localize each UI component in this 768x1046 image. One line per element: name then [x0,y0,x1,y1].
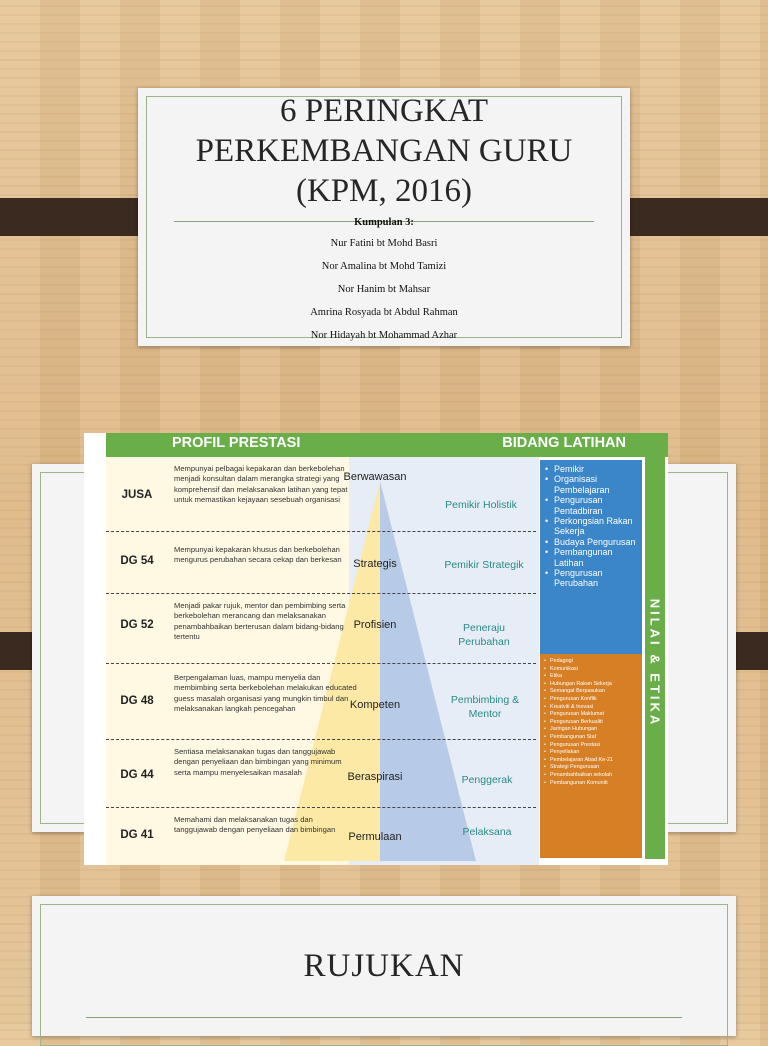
training-item: • Kreatviti & Inovasi [540,704,642,712]
wood-bar-right-top [613,198,768,236]
level-label: Berwawasan [343,471,407,483]
member-list [138,214,630,347]
row-divider [106,593,536,594]
header-profil-prestasi: PROFIL PRESTASI [172,435,301,451]
row-divider [106,531,536,532]
grade-label: DG 41 [120,829,154,841]
title-line: PERKEMBANGAN GURU [195,133,573,169]
grade-row-dg44 [106,741,536,807]
grade-row-dg48 [106,665,536,739]
grade-description: Mempunyai kepakaran khusus dan berkebolehan mengurus perubahan secara cekap dan berkesan [174,545,342,565]
group-label: Kumpulan 3: [354,217,414,228]
training-item: • Pemikir [540,464,642,474]
title-line: 6 PERINGKAT [279,93,489,129]
member-name: Amrina Rosyada bt Abdul Rahman [310,307,458,318]
training-item: • Jaringan Hubungan [540,726,642,734]
title-line: (KPM, 2016) [295,173,472,209]
training-item: • Etika [540,673,642,681]
training-item: • Pembelajaran Abad Ke-21 [540,757,642,765]
grade-description: Memahami dan melaksanakan tugas dan tanggujawab dengan penyeliaan dan bimbingan [174,815,336,835]
slide-title [138,91,630,211]
values-side-text: NILAI & ETIKA [647,598,663,728]
title-divider [86,1017,682,1018]
training-item: • Pengurusan Berkualiti [540,719,642,727]
training-field: Pemikir Strategik [444,559,524,571]
training-item: • Pengurusan Maklumat [540,711,642,719]
training-item: • Pengurusan Perubahan [540,568,642,589]
training-item: • Pengurusan Pentadbiran [540,495,642,516]
level-label: Beraspirasi [347,771,403,783]
training-item: • Pembangunan Latihan [540,547,642,568]
training-field: Pelaksana [462,826,512,838]
member-name: Nor Amalina bt Mohd Tamizi [321,261,447,272]
level-label: Permulaan [348,831,402,843]
training-item: • Pembangunan Komuniti [540,780,642,788]
level-label: Strategis [353,558,397,570]
teacher-development-infographic [84,433,668,865]
training-item: • Budaya Pengurusan [540,537,642,547]
training-item: • Strategi Pengurusan [540,764,642,772]
training-area-blue-box [540,460,642,666]
member-name: Nor Hidayah bt Mohammad Azhar [310,330,458,341]
row-divider [106,807,536,808]
training-field: Pemikir Holistik [445,499,517,511]
training-item: • Pengurusan Konflik [540,696,642,704]
level-label: Kompeten [349,699,401,711]
grade-row-dg52 [106,595,536,663]
slide-title: RUJUKAN [303,948,465,984]
level-label: Profisien [353,619,397,631]
training-item: • Penambahbaikan sekolah [540,772,642,780]
training-item: • Pedagogi [540,658,642,666]
values-side-label [645,593,665,733]
training-field: Peneraju Perubahan [458,622,510,648]
grade-label: DG 48 [120,695,154,707]
grade-row-jusa [106,461,536,531]
grade-description: Mempunyai pelbagai kepakaran dan berkebolehan menjadi konsultan dalam merangka strategi yang komprehensif dan melaksanakan latihan yang tepat untuk memastikan kejayaan sesebuah organisasi [174,464,348,504]
grade-row-dg54 [106,533,536,593]
grade-description: Sentiasa melaksanakan tugas dan tanggujawab dengan penyeliaan dan bimbingan yang minimum serta mampu menyelesaikan masalah [174,747,342,777]
grade-row-dg41 [106,809,536,865]
grade-description: Menjadi pakar rujuk, mentor dan pembimbing serta berkebolehan merancang dan melaksanakan penambahbaikan berterusan dalam bidang-bidang tertentu [174,601,346,641]
grade-description: Berpengalaman luas, mampu menyelia dan membimbing serta berkebolehan melakukan educated guess masalah organisasi yang mungkin timbul dan melaksanakan langkah pencegahan [174,673,357,713]
training-item: • Organisasi Pembelajaran [540,474,642,495]
row-divider [106,663,536,664]
training-item: • Penyeliakan [540,749,642,757]
training-item: • Hubungan Rakan Sekerja [540,681,642,689]
grade-label: DG 54 [120,555,154,567]
grade-label: DG 44 [120,769,154,781]
training-field: Penggerak [461,774,513,786]
grade-label: JUSA [121,489,153,501]
training-area-orange-box [540,654,642,858]
training-field: Pembimbing & Mentor [450,694,520,720]
training-item: • Komunikasi [540,666,642,674]
training-item: • Semangat Berpasukan [540,688,642,696]
title-slide[interactable] [138,88,630,346]
wood-bar-left-top [0,198,155,236]
training-item: • Pembangunan Staf [540,734,642,742]
reference-slide[interactable] [32,896,736,1036]
training-item: • Perkongsian Rakan Sekerja [540,516,642,537]
member-name: Nor Hanim bt Mahsar [337,284,431,295]
grade-label: DG 52 [120,619,154,631]
header-bidang-latihan: BIDANG LATIHAN [502,435,626,451]
member-name: Nur Fatini bt Mohd Basri [330,238,438,249]
row-divider [106,739,536,740]
training-item: • Pengurusan Prestasi [540,742,642,750]
